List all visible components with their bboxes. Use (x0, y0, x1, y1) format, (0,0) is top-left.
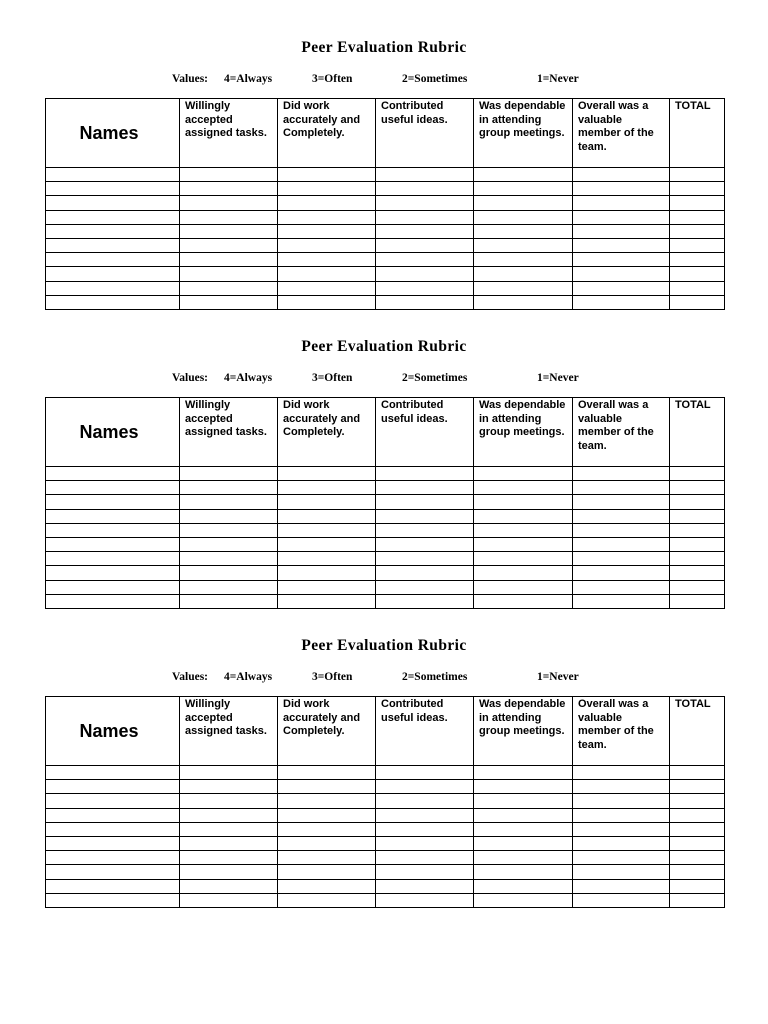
score-cell[interactable] (376, 495, 474, 509)
table-row (46, 893, 725, 907)
score-cell[interactable] (278, 865, 376, 879)
value-item: 3=Often (312, 372, 353, 384)
rubric-table (45, 397, 725, 609)
score-cell[interactable] (180, 580, 278, 594)
name-entry-cell[interactable] (46, 537, 180, 551)
score-cell[interactable] (670, 552, 725, 566)
score-cell[interactable] (573, 822, 670, 836)
score-cell[interactable] (180, 808, 278, 822)
score-cell[interactable] (670, 267, 725, 281)
score-cell[interactable] (474, 780, 573, 794)
score-cell[interactable] (180, 851, 278, 865)
score-cell[interactable] (376, 794, 474, 808)
table-row (46, 481, 725, 495)
score-cell[interactable] (670, 851, 725, 865)
score-cell[interactable] (474, 481, 573, 495)
name-entry-cell[interactable] (46, 253, 180, 267)
value-item: 4=Always (224, 73, 273, 85)
score-cell[interactable] (573, 509, 670, 523)
score-cell[interactable] (376, 253, 474, 267)
score-cell[interactable] (180, 238, 278, 252)
score-cell[interactable] (376, 552, 474, 566)
score-cell[interactable] (573, 537, 670, 551)
score-cell[interactable] (278, 495, 376, 509)
score-cell[interactable] (278, 552, 376, 566)
score-cell[interactable] (474, 281, 573, 295)
score-cell[interactable] (278, 281, 376, 295)
score-cell[interactable] (670, 580, 725, 594)
score-cell[interactable] (474, 182, 573, 196)
score-cell[interactable] (670, 836, 725, 850)
table-row (46, 168, 725, 182)
value-item: 3=Often (312, 73, 353, 85)
score-cell[interactable] (376, 182, 474, 196)
criteria-column-header: Overall was a valuable member of the team. (573, 697, 670, 766)
score-cell[interactable] (376, 537, 474, 551)
name-entry-cell[interactable] (46, 893, 180, 907)
score-cell[interactable] (376, 196, 474, 210)
score-cell[interactable] (573, 766, 670, 780)
score-cell[interactable] (573, 594, 670, 608)
score-cell[interactable] (180, 182, 278, 196)
score-cell[interactable] (474, 509, 573, 523)
value-item: 1=Never (537, 372, 579, 384)
score-cell[interactable] (474, 851, 573, 865)
table-row (46, 865, 725, 879)
score-cell[interactable] (474, 794, 573, 808)
score-cell[interactable] (573, 495, 670, 509)
name-entry-cell[interactable] (46, 224, 180, 238)
score-cell[interactable] (376, 509, 474, 523)
score-cell[interactable] (180, 509, 278, 523)
score-cell[interactable] (474, 224, 573, 238)
score-cell[interactable] (278, 537, 376, 551)
score-cell[interactable] (573, 580, 670, 594)
criteria-column-header: Contributed useful ideas. (376, 398, 474, 467)
table-row (46, 196, 725, 210)
name-entry-cell[interactable] (46, 182, 180, 196)
score-cell[interactable] (180, 210, 278, 224)
score-cell[interactable] (474, 879, 573, 893)
name-entry-cell[interactable] (46, 467, 180, 481)
score-cell[interactable] (180, 893, 278, 907)
criteria-column-header: TOTAL (670, 398, 725, 467)
table-row (46, 467, 725, 481)
table-row (46, 253, 725, 267)
score-cell[interactable] (376, 594, 474, 608)
score-cell[interactable] (670, 281, 725, 295)
score-cell[interactable] (180, 879, 278, 893)
rubric-title: Peer Evaluation Rubric (301, 39, 467, 56)
score-cell[interactable] (573, 851, 670, 865)
score-cell[interactable] (376, 566, 474, 580)
score-cell[interactable] (670, 523, 725, 537)
names-column-header: Names (46, 398, 180, 467)
values-label: Values: (172, 372, 208, 384)
name-entry-cell[interactable] (46, 509, 180, 523)
score-cell[interactable] (670, 893, 725, 907)
table-row (46, 210, 725, 224)
score-cell[interactable] (376, 168, 474, 182)
table-header-row (46, 99, 725, 168)
score-cell[interactable] (670, 467, 725, 481)
score-cell[interactable] (278, 182, 376, 196)
score-cell[interactable] (573, 481, 670, 495)
table-row (46, 566, 725, 580)
score-cell[interactable] (278, 566, 376, 580)
score-cell[interactable] (278, 879, 376, 893)
score-cell[interactable] (474, 523, 573, 537)
score-cell[interactable] (573, 168, 670, 182)
criteria-column-header: Contributed useful ideas. (376, 697, 474, 766)
name-entry-cell[interactable] (46, 295, 180, 309)
score-cell[interactable] (670, 238, 725, 252)
name-entry-cell[interactable] (46, 238, 180, 252)
values-label: Values: (172, 73, 208, 85)
score-cell[interactable] (376, 766, 474, 780)
table-row (46, 580, 725, 594)
criteria-column-header: TOTAL (670, 697, 725, 766)
score-cell[interactable] (670, 566, 725, 580)
criteria-column-header: Was dependable in attending group meetings. (474, 697, 573, 766)
value-item: 2=Sometimes (402, 73, 468, 85)
value-item: 2=Sometimes (402, 372, 468, 384)
score-cell[interactable] (376, 865, 474, 879)
value-item: 4=Always (224, 372, 273, 384)
score-cell[interactable] (376, 893, 474, 907)
score-cell[interactable] (278, 808, 376, 822)
score-cell[interactable] (180, 552, 278, 566)
name-entry-cell[interactable] (46, 281, 180, 295)
score-cell[interactable] (670, 182, 725, 196)
table-row (46, 523, 725, 537)
name-entry-cell[interactable] (46, 808, 180, 822)
criteria-column-header: Willingly accepted assigned tasks. (180, 398, 278, 467)
score-cell[interactable] (278, 851, 376, 865)
score-cell[interactable] (278, 267, 376, 281)
table-row (46, 836, 725, 850)
score-cell[interactable] (180, 766, 278, 780)
name-entry-cell[interactable] (46, 865, 180, 879)
name-entry-cell[interactable] (46, 168, 180, 182)
name-entry-cell[interactable] (46, 481, 180, 495)
value-item: 4=Always (224, 671, 273, 683)
table-row (46, 766, 725, 780)
score-cell[interactable] (180, 566, 278, 580)
table-row (46, 780, 725, 794)
score-cell[interactable] (474, 822, 573, 836)
score-cell[interactable] (278, 196, 376, 210)
criteria-column-header: Contributed useful ideas. (376, 99, 474, 168)
table-row (46, 552, 725, 566)
table-header-row (46, 398, 725, 467)
name-entry-cell[interactable] (46, 766, 180, 780)
name-entry-cell[interactable] (46, 523, 180, 537)
score-cell[interactable] (573, 182, 670, 196)
table-row (46, 267, 725, 281)
score-cell[interactable] (278, 253, 376, 267)
score-cell[interactable] (376, 808, 474, 822)
score-cell[interactable] (376, 780, 474, 794)
score-cell[interactable] (670, 481, 725, 495)
score-cell[interactable] (376, 836, 474, 850)
score-cell[interactable] (376, 523, 474, 537)
score-cell[interactable] (573, 552, 670, 566)
score-cell[interactable] (670, 865, 725, 879)
score-cell[interactable] (376, 224, 474, 238)
score-cell[interactable] (278, 780, 376, 794)
score-cell[interactable] (278, 224, 376, 238)
score-cell[interactable] (474, 168, 573, 182)
score-cell[interactable] (474, 210, 573, 224)
criteria-column-header: Did work accurately and Completely. (278, 99, 376, 168)
score-cell[interactable] (376, 295, 474, 309)
score-cell[interactable] (474, 467, 573, 481)
criteria-column-header: Was dependable in attending group meetings. (474, 99, 573, 168)
score-cell[interactable] (180, 822, 278, 836)
score-cell[interactable] (376, 281, 474, 295)
rubric-title: Peer Evaluation Rubric (301, 338, 467, 355)
name-entry-cell[interactable] (46, 822, 180, 836)
score-cell[interactable] (573, 238, 670, 252)
score-cell[interactable] (278, 509, 376, 523)
score-cell[interactable] (670, 594, 725, 608)
criteria-column-header: Overall was a valuable member of the team. (573, 398, 670, 467)
score-cell[interactable] (180, 523, 278, 537)
score-cell[interactable] (180, 594, 278, 608)
name-entry-cell[interactable] (46, 780, 180, 794)
score-cell[interactable] (376, 822, 474, 836)
score-cell[interactable] (180, 537, 278, 551)
criteria-column-header: Did work accurately and Completely. (278, 697, 376, 766)
score-cell[interactable] (278, 836, 376, 850)
score-cell[interactable] (573, 210, 670, 224)
score-cell[interactable] (573, 879, 670, 893)
score-cell[interactable] (180, 281, 278, 295)
table-row (46, 808, 725, 822)
score-cell[interactable] (670, 509, 725, 523)
score-cell[interactable] (573, 808, 670, 822)
table-row (46, 495, 725, 509)
score-cell[interactable] (180, 836, 278, 850)
score-cell[interactable] (670, 196, 725, 210)
criteria-column-header: Willingly accepted assigned tasks. (180, 99, 278, 168)
score-cell[interactable] (474, 865, 573, 879)
table-header-row (46, 697, 725, 766)
score-cell[interactable] (573, 893, 670, 907)
score-cell[interactable] (670, 780, 725, 794)
score-cell[interactable] (278, 168, 376, 182)
name-entry-cell[interactable] (46, 196, 180, 210)
score-cell[interactable] (376, 851, 474, 865)
score-cell[interactable] (474, 295, 573, 309)
names-column-header: Names (46, 99, 180, 168)
score-cell[interactable] (573, 467, 670, 481)
score-cell[interactable] (278, 794, 376, 808)
criteria-column-header: Did work accurately and Completely. (278, 398, 376, 467)
table-row (46, 509, 725, 523)
score-cell[interactable] (376, 879, 474, 893)
table-row (46, 851, 725, 865)
rubric-title: Peer Evaluation Rubric (301, 637, 467, 654)
name-entry-cell[interactable] (46, 495, 180, 509)
name-entry-cell[interactable] (46, 566, 180, 580)
score-cell[interactable] (278, 822, 376, 836)
name-entry-cell[interactable] (46, 851, 180, 865)
score-cell[interactable] (573, 196, 670, 210)
score-cell[interactable] (180, 267, 278, 281)
score-cell[interactable] (573, 523, 670, 537)
table-row (46, 182, 725, 196)
score-cell[interactable] (474, 537, 573, 551)
score-cell[interactable] (474, 893, 573, 907)
names-column-header: Names (46, 697, 180, 766)
score-cell[interactable] (474, 238, 573, 252)
score-cell[interactable] (474, 836, 573, 850)
values-label: Values: (172, 671, 208, 683)
score-cell[interactable] (278, 893, 376, 907)
name-entry-cell[interactable] (46, 210, 180, 224)
score-cell[interactable] (278, 481, 376, 495)
table-row (46, 594, 725, 608)
score-cell[interactable] (278, 210, 376, 224)
score-cell[interactable] (474, 495, 573, 509)
table-row (46, 794, 725, 808)
name-entry-cell[interactable] (46, 594, 180, 608)
score-cell[interactable] (474, 267, 573, 281)
score-cell[interactable] (474, 808, 573, 822)
value-item: 1=Never (537, 671, 579, 683)
score-cell[interactable] (180, 168, 278, 182)
score-cell[interactable] (670, 495, 725, 509)
score-cell[interactable] (278, 580, 376, 594)
name-entry-cell[interactable] (46, 267, 180, 281)
name-entry-cell[interactable] (46, 552, 180, 566)
score-cell[interactable] (180, 481, 278, 495)
score-cell[interactable] (180, 467, 278, 481)
score-cell[interactable] (670, 168, 725, 182)
score-cell[interactable] (474, 594, 573, 608)
criteria-column-header: TOTAL (670, 99, 725, 168)
name-entry-cell[interactable] (46, 836, 180, 850)
value-item: 2=Sometimes (402, 671, 468, 683)
score-cell[interactable] (180, 253, 278, 267)
score-cell[interactable] (180, 224, 278, 238)
score-cell[interactable] (474, 196, 573, 210)
score-cell[interactable] (670, 253, 725, 267)
criteria-column-header: Was dependable in attending group meetings. (474, 398, 573, 467)
score-cell[interactable] (474, 766, 573, 780)
table-row (46, 537, 725, 551)
score-cell[interactable] (376, 210, 474, 224)
score-cell[interactable] (670, 794, 725, 808)
score-cell[interactable] (573, 253, 670, 267)
score-cell[interactable] (670, 537, 725, 551)
score-cell[interactable] (573, 281, 670, 295)
score-cell[interactable] (278, 594, 376, 608)
score-cell[interactable] (573, 267, 670, 281)
criteria-column-header: Overall was a valuable member of the team. (573, 99, 670, 168)
score-cell[interactable] (180, 865, 278, 879)
table-row (46, 295, 725, 309)
table-row (46, 281, 725, 295)
score-cell[interactable] (670, 224, 725, 238)
score-cell[interactable] (573, 836, 670, 850)
score-cell[interactable] (573, 224, 670, 238)
score-cell[interactable] (670, 822, 725, 836)
score-cell[interactable] (670, 295, 725, 309)
score-cell[interactable] (474, 552, 573, 566)
score-cell[interactable] (573, 780, 670, 794)
score-cell[interactable] (376, 580, 474, 594)
score-cell[interactable] (180, 495, 278, 509)
name-entry-cell[interactable] (46, 794, 180, 808)
score-cell[interactable] (376, 467, 474, 481)
score-cell[interactable] (278, 766, 376, 780)
score-cell[interactable] (573, 865, 670, 879)
value-item: 1=Never (537, 73, 579, 85)
score-cell[interactable] (180, 196, 278, 210)
table-row (46, 879, 725, 893)
score-cell[interactable] (474, 580, 573, 594)
score-cell[interactable] (376, 238, 474, 252)
value-item: 3=Often (312, 671, 353, 683)
table-row (46, 822, 725, 836)
criteria-column-header: Willingly accepted assigned tasks. (180, 697, 278, 766)
rubric-table (45, 98, 725, 310)
score-cell[interactable] (180, 794, 278, 808)
score-cell[interactable] (573, 794, 670, 808)
table-row (46, 224, 725, 238)
rubric-table (45, 696, 725, 908)
score-cell[interactable] (278, 238, 376, 252)
score-cell[interactable] (278, 523, 376, 537)
table-row (46, 238, 725, 252)
score-cell[interactable] (376, 481, 474, 495)
score-cell[interactable] (670, 766, 725, 780)
score-cell[interactable] (474, 253, 573, 267)
score-cell[interactable] (180, 295, 278, 309)
score-cell[interactable] (573, 295, 670, 309)
name-entry-cell[interactable] (46, 879, 180, 893)
score-cell[interactable] (278, 295, 376, 309)
score-cell[interactable] (474, 566, 573, 580)
score-cell[interactable] (180, 780, 278, 794)
score-cell[interactable] (670, 879, 725, 893)
score-cell[interactable] (278, 467, 376, 481)
score-cell[interactable] (376, 267, 474, 281)
score-cell[interactable] (573, 566, 670, 580)
name-entry-cell[interactable] (46, 580, 180, 594)
score-cell[interactable] (670, 210, 725, 224)
score-cell[interactable] (670, 808, 725, 822)
